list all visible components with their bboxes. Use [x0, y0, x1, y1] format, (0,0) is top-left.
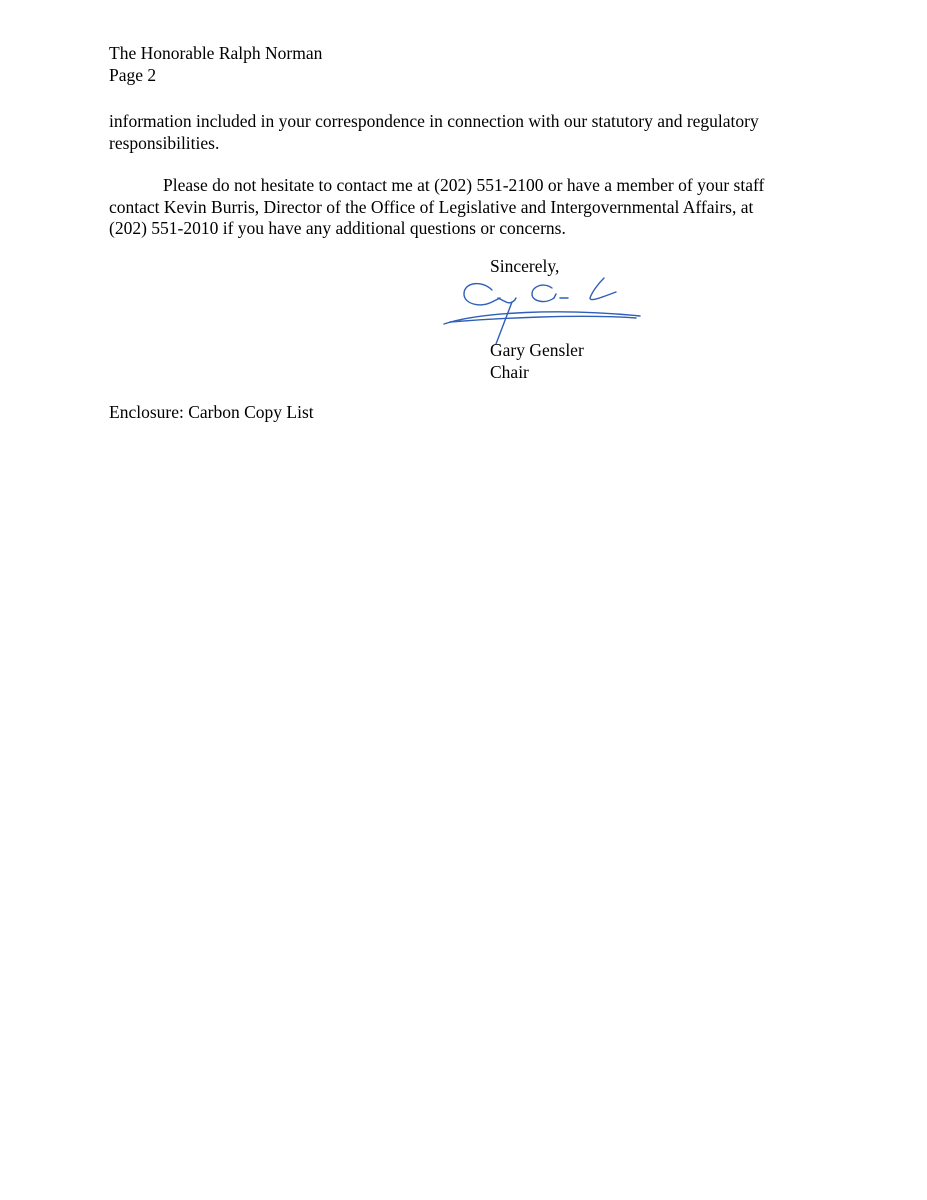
paragraph-contact — [109, 175, 809, 240]
paragraph-line: Please do not hesitate to contact me at (202) 551-2100 or have a member of your staff — [163, 175, 765, 195]
signer-block — [490, 340, 584, 383]
paragraph-continuation — [109, 111, 799, 154]
paragraph-line: contact Kevin Burris, Director of the Office of Legislative and Intergovernmental Affairs, at — [109, 196, 754, 217]
signature-strokes — [444, 278, 640, 344]
recipient-name: The Honorable Ralph Norman — [109, 43, 323, 63]
paragraph-line: information included in your correspondence in connection with our statutory and regulatory — [109, 111, 759, 131]
page-number: Page 2 — [109, 64, 157, 85]
letter-header — [109, 43, 322, 86]
signer-name: Gary Gensler — [490, 340, 584, 360]
enclosure-note: Enclosure: Carbon Copy List — [109, 402, 314, 422]
closing-salutation: Sincerely, — [490, 256, 560, 276]
paragraph-line: responsibilities. — [109, 132, 220, 153]
handwritten-signature — [440, 268, 650, 348]
paragraph-line: (202) 551-2010 if you have any additional questions or concerns. — [109, 218, 566, 238]
signer-title: Chair — [490, 361, 529, 382]
